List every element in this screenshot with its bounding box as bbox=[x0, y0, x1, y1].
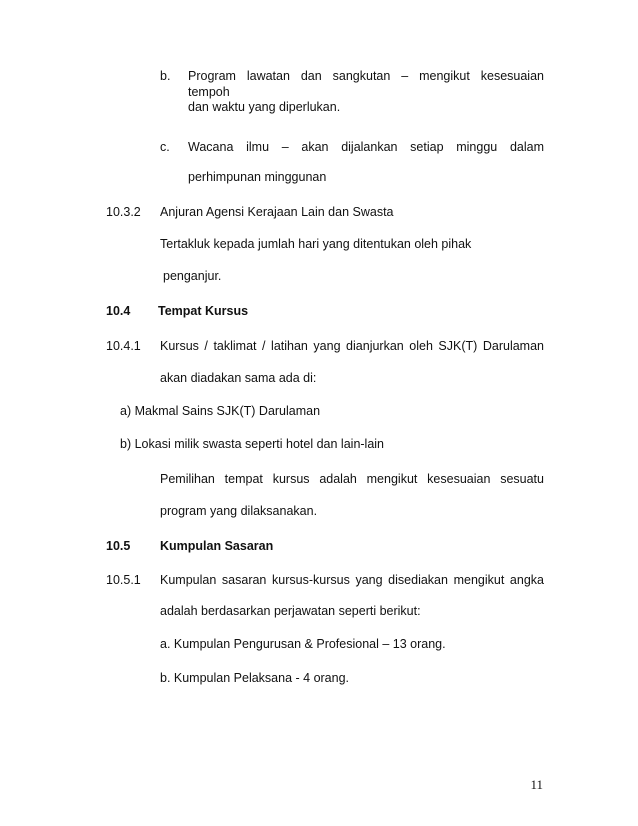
section-10-5-title: Kumpulan Sasaran bbox=[160, 539, 274, 553]
section-10-5-1-line2: adalah berdasarkan perjawatan seperti berikut: bbox=[160, 604, 421, 618]
item-c-marker: c. bbox=[160, 140, 170, 154]
item-c-line2: perhimpunan minggunan bbox=[188, 170, 327, 184]
list-item-a: a) Makmal Sains SJK(T) Darulaman bbox=[120, 404, 321, 418]
section-10-4-1-para-line1: Pemilihan tempat kursus adalah mengikut kesesuaian sesuatu bbox=[160, 472, 544, 486]
section-10-4-number: 10.4 bbox=[106, 304, 131, 318]
item-b-line1: Program lawatan dan sangkutan – mengikut kesesuaian tempoh bbox=[188, 69, 544, 99]
list-item-b: b) Lokasi milik swasta seperti hotel dan lain-lain bbox=[120, 437, 385, 451]
section-10-3-2-title: Anjuran Agensi Kerajaan Lain dan Swasta bbox=[160, 205, 394, 219]
section-10-4-title: Tempat Kursus bbox=[158, 304, 249, 318]
item-b-marker: b. bbox=[160, 69, 171, 83]
target-group-item-b: b. Kumpulan Pelaksana - 4 orang. bbox=[160, 671, 350, 685]
item-b-line2: dan waktu yang diperlukan. bbox=[188, 100, 341, 114]
section-10-4-1-line2: akan diadakan sama ada di: bbox=[160, 371, 317, 385]
section-10-3-2-line2: penganjur. bbox=[163, 269, 222, 283]
section-10-4-1-number: 10.4.1 bbox=[106, 339, 141, 353]
section-10-5-1-line1: Kumpulan sasaran kursus-kursus yang disediakan mengikut angka bbox=[160, 573, 544, 587]
section-10-5-number: 10.5 bbox=[106, 539, 131, 553]
target-group-item-a: a. Kumpulan Pengurusan & Profesional – 13 orang. bbox=[160, 637, 446, 651]
page-number: 11 bbox=[530, 777, 543, 792]
section-10-4-1-line1: Kursus / taklimat / latihan yang dianjurkan oleh SJK(T) Darulaman bbox=[160, 339, 544, 353]
section-10-3-2-number: 10.3.2 bbox=[106, 205, 141, 219]
section-10-4-1-para-line2: program yang dilaksanakan. bbox=[160, 504, 318, 518]
item-c-line1: Wacana ilmu – akan dijalankan setiap minggu dalam bbox=[188, 140, 544, 154]
section-10-3-2-line1: Tertakluk kepada jumlah hari yang ditentukan oleh pihak bbox=[160, 237, 472, 251]
section-10-5-1-number: 10.5.1 bbox=[106, 573, 141, 587]
